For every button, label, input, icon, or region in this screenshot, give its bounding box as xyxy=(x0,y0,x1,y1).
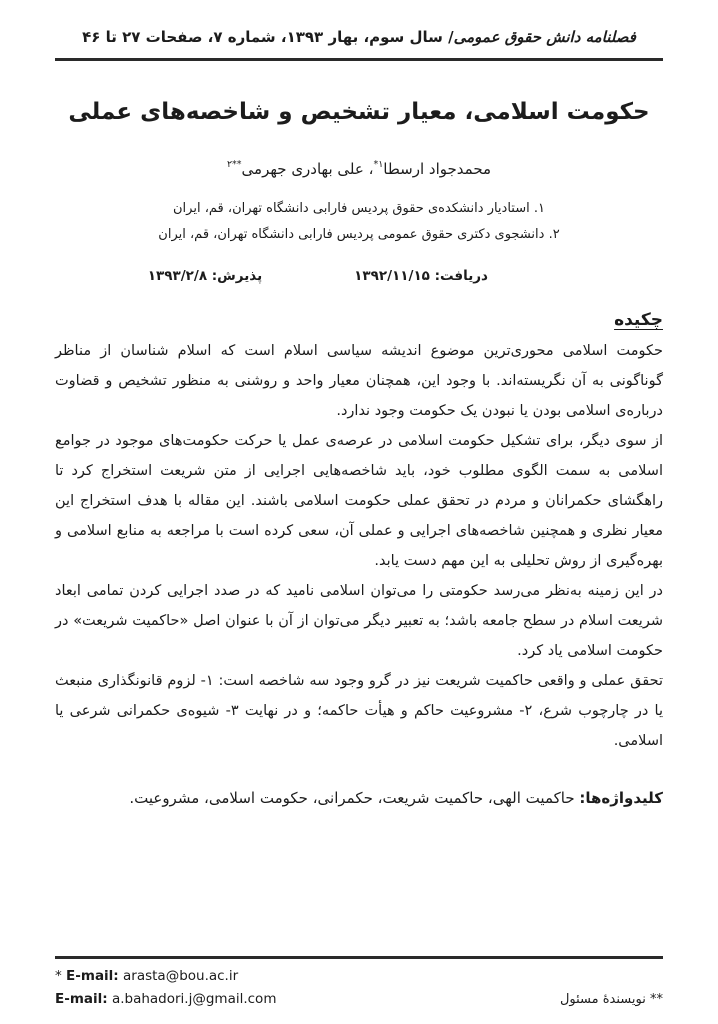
authors-separator: ، xyxy=(363,160,374,179)
header-divider-rule xyxy=(55,58,663,61)
affiliation-1: ۱. استادیار دانشکده‌ی حقوق پردیس فارابی دانشگاه تهران، قم، ایران xyxy=(173,201,545,217)
received-value: ۱۳۹۲/۱۱/۱۵ xyxy=(354,268,430,285)
footnote-1-marker: * xyxy=(55,968,67,984)
paper-title: حکومت اسلامی، معیار تشخیص و شاخصه‌های عملی xyxy=(68,99,650,125)
abstract-paragraph-1: حکومت اسلامی محوری‌ترین موضوع اندیشه سیاسی اسلام است که اسلام شناسان از مناظر گوناگونی به آن نگریسته‌اند. با وجود این، همچنان معیار واحد و روشنی به منظور تشخیص و قضاوت درباره‌ی اسلامی بودن یا نبودن یک حکومت وجود ندارد. xyxy=(55,343,663,420)
journal-header xyxy=(55,28,663,61)
dates-row xyxy=(55,268,663,284)
accepted-date xyxy=(148,268,262,284)
email-1-label: E-mail: xyxy=(66,968,119,984)
keywords-label: کلیدواژه‌ها: xyxy=(579,789,663,808)
received-label: دریافت: xyxy=(429,268,488,285)
journal-name: فصلنامه دانش حقوق عمومی xyxy=(453,28,636,46)
affiliation-2: ۲. دانشجوی دکتری حقوق عمومی پردیس فارابی دانشگاه تهران، قم، ایران xyxy=(158,227,560,243)
footnote-email-2-row xyxy=(55,991,663,1007)
abstract-paragraph-4: تحقق عملی و واقعی حاکمیت شریعت نیز در گرو وجود سه شاخصه است: ۱- لزوم قانونگذاری منبعث یا در چارچوب شرع، ۲- مشروعیت حاکم و هیأت حاکمه؛ و در نهایت ۳- شیوه‌ی حکمرانی شرعی یا اسلامی. xyxy=(55,673,664,750)
email-1-value: arasta@bou.ac.ir xyxy=(118,968,239,984)
journal-issue-info: / سال سوم، بهار ۱۳۹۳، شماره ۷، صفحات ۲۷ تا ۴۶ xyxy=(82,28,454,46)
email-2-label: E-mail: xyxy=(55,991,108,1007)
author-2-footnote-marker: **۲ xyxy=(226,159,242,171)
abstract-heading: چکیده xyxy=(614,310,663,331)
abstract-paragraph-3: در این زمینه به‌نظر می‌رسد حکومتی را می‌توان اسلامی نامید که در صدد اجرایی کردن تمامی ابعاد شریعت اسلام در سطح جامعه باشد؛ به تعبیر دیگر می‌توان از آن با عنوان اصل «حاکمیت شریعت» در حکومت اسلامی یاد کرد. xyxy=(55,583,663,660)
author-1-name: محمدجواد ارسطا xyxy=(383,160,492,179)
author-1-footnote-marker: ۱* xyxy=(373,159,384,171)
email-2-value: a.bahadori.j@gmail.com xyxy=(107,991,277,1007)
accepted-label: پذیرش: xyxy=(207,268,263,285)
received-date xyxy=(354,268,488,284)
authors-line xyxy=(55,160,663,178)
author-2-name: علی بهادری جهرمی xyxy=(241,160,364,179)
journal-header-line xyxy=(55,28,663,46)
accepted-value: ۱۳۹۳/۲/۸ xyxy=(147,268,208,285)
footnote-email-2 xyxy=(55,991,276,1007)
abstract-paragraph-2: از سوی دیگر، برای تشکیل حکومت اسلامی در عرصه‌ی عمل یا حرکت حکومت‌های موجود در جوامع اسلامی به سمت الگوی مطلوب خود، باید شاخصه‌هایی اجرایی از متن شریعت استخراج کرد تا راهگشای حکمرانان و مردم در تحقق عملی حکومت اسلامی باشند. این مقاله با هدف استخراج این معیار نظری و همچنین شاخصه‌های اجرایی و عملی آن، سعی کرده است با مراجعه به منابع اسلامی و بهره‌گیری از روش تحلیلی به این مهم دست یابد. xyxy=(55,433,663,570)
footnote-email-1 xyxy=(55,968,663,984)
keywords-text: حاکمیت الهی، حاکمیت شریعت، حکمرانی، حکومت اسلامی، مشروعیت. xyxy=(129,789,580,808)
footnotes-footer xyxy=(55,956,663,1007)
affiliations-block xyxy=(55,196,663,248)
keywords-line xyxy=(55,784,663,812)
footer-divider-rule xyxy=(55,956,663,959)
abstract-section xyxy=(55,310,663,756)
corresponding-author-note: ** نویسندهٔ مسئول xyxy=(559,992,663,1007)
